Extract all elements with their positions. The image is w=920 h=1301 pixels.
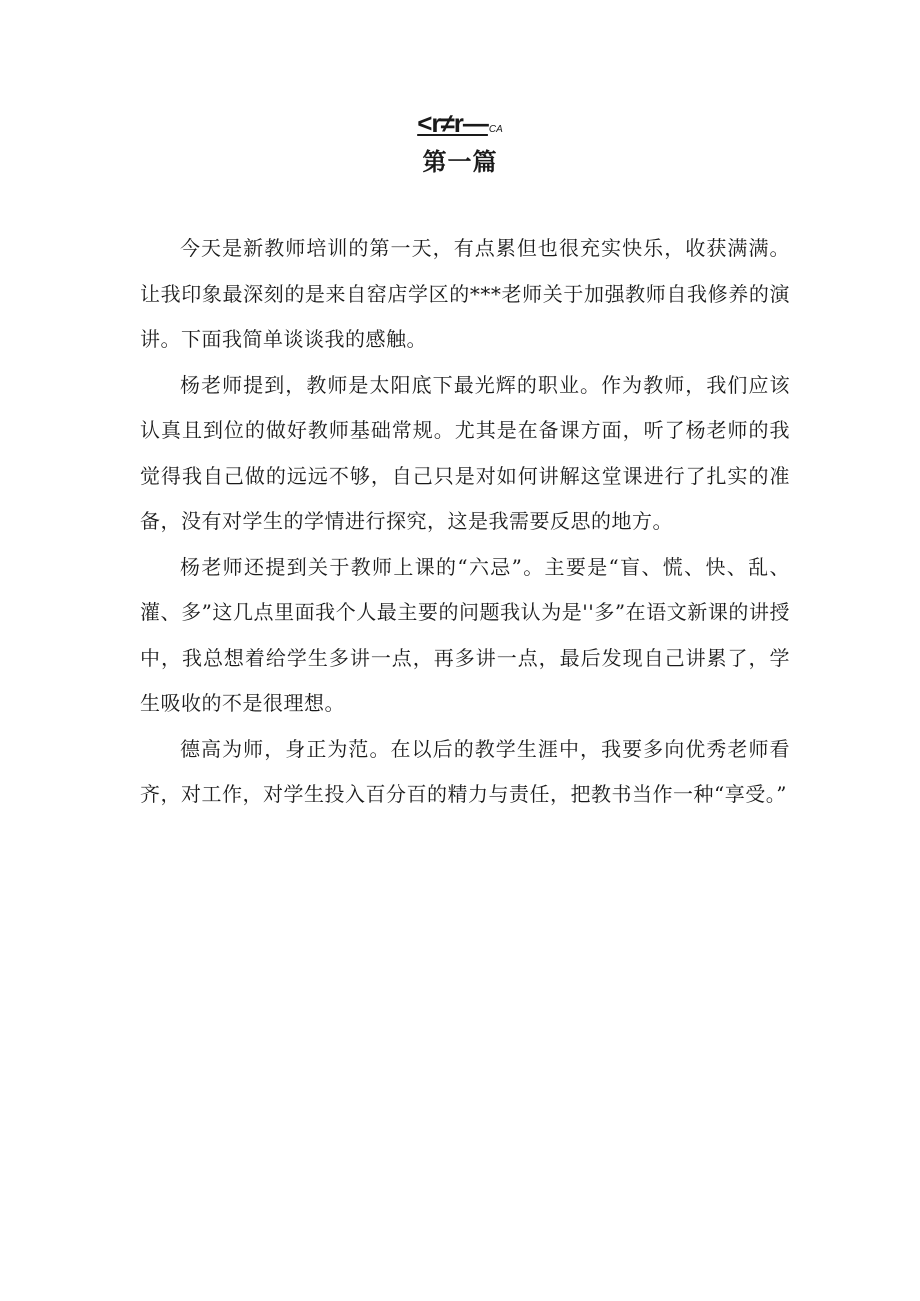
paragraph-4: 德高为师，身正为范。在以后的教学生涯中，我要多向优秀老师看齐，对工作，对学生投入百分百的精力与责任，把教书当作一种“享受。” xyxy=(140,736,790,806)
paragraph-1: 今天是新教师培训的第一天，有点累但也很充实快乐，收获满满。让我印象最深刻的是来自窑店学区的***老师关于加强教师自我修养的演讲。下面我简单谈谈我的感触。 xyxy=(140,236,790,351)
header-suffix-text: CA xyxy=(488,124,503,135)
document-header xyxy=(0,108,920,139)
header-garbled-text: <r≠r— xyxy=(417,108,488,138)
page-title: 第一篇 xyxy=(422,148,498,176)
paragraph-3: 杨老师还提到关于教师上课的“六忌”。主要是“盲、慌、快、乱、灌、多”这几点里面我个人最主要的问题我认为是''多”在语文新课的讲授中，我总想着给学生多讲一点，再多讲一点，最后发现自己讲累了，学生吸收的不是很理想。 xyxy=(140,554,790,715)
document-body xyxy=(140,226,790,818)
paragraph-2: 杨老师提到，教师是太阳底下最光辉的职业。作为教师，我们应该认真且到位的做好教师基础常规。尤其是在备课方面，听了杨老师的我觉得我自己做的远远不够，自己只是对如何讲解这堂课进行了扎实的准备，没有对学生的学情进行探究，这是我需要反思的地方。 xyxy=(140,372,790,533)
